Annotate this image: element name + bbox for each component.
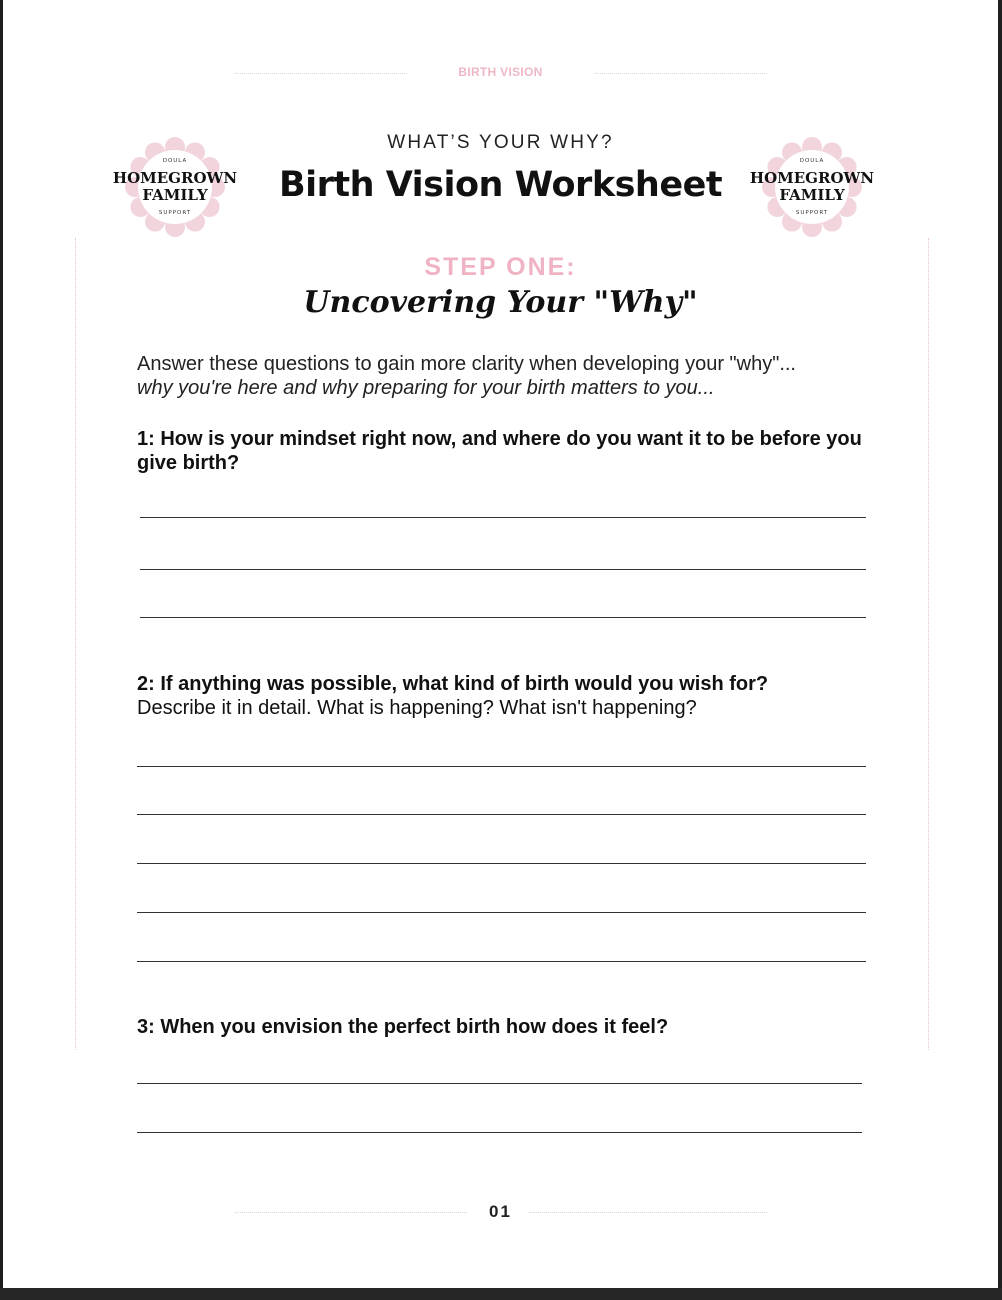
left-border	[75, 238, 76, 1050]
svg-text:SUPPORT: SUPPORT	[158, 210, 192, 216]
right-border	[928, 238, 929, 1050]
step-label: STEP ONE:	[424, 253, 577, 281]
intro-line-1: Answer these questions to gain more clarity when developing your "why"...	[137, 353, 796, 375]
answer-line[interactable]	[140, 569, 866, 570]
svg-text:DOULA: DOULA	[162, 158, 188, 164]
page-number: 01	[489, 1202, 512, 1221]
question-1-text: 1: How is your mindset right now, and where do you want it to be before you give birth?	[137, 428, 862, 474]
svg-text:DOULA: DOULA	[799, 158, 825, 164]
question-3-text: 3: When you envision the perfect birth how does it feel?	[137, 1016, 669, 1038]
question-2-detail: Describe it in detail. What is happening? What isn't happening?	[137, 697, 697, 719]
question-2	[137, 672, 877, 720]
svg-text:HOMEGROWN: HOMEGROWN	[749, 169, 875, 187]
page-title: Birth Vision Worksheet	[278, 165, 723, 205]
answer-line[interactable]	[137, 912, 866, 913]
answer-line[interactable]	[137, 766, 866, 767]
answer-line[interactable]	[140, 617, 866, 618]
question-2-text: 2: If anything was possible, what kind of birth would you wish for?	[137, 673, 769, 695]
step-subtitle: Uncovering Your "Why"	[303, 285, 698, 320]
question-1	[137, 427, 877, 475]
window-right-edge	[998, 0, 1002, 1300]
intro-text	[137, 352, 877, 400]
answer-line[interactable]	[140, 517, 866, 518]
answer-line[interactable]	[137, 1132, 862, 1133]
answer-line[interactable]	[137, 1083, 862, 1084]
svg-text:FAMILY: FAMILY	[142, 186, 208, 204]
answer-line[interactable]	[137, 961, 866, 962]
question-3	[137, 1015, 877, 1039]
kicker-text: WHAT’S YOUR WHY?	[387, 132, 614, 153]
worksheet-page	[3, 0, 998, 1288]
svg-text:SUPPORT: SUPPORT	[795, 210, 829, 216]
answer-line[interactable]	[137, 814, 866, 815]
svg-text:HOMEGROWN: HOMEGROWN	[112, 169, 238, 187]
svg-text:FAMILY: FAMILY	[779, 186, 845, 204]
header-label: BIRTH VISION	[458, 65, 543, 79]
bottom-strip	[0, 1288, 1002, 1300]
answer-line[interactable]	[137, 863, 866, 864]
intro-line-2: why you're here and why preparing for your birth matters to you...	[137, 377, 715, 399]
